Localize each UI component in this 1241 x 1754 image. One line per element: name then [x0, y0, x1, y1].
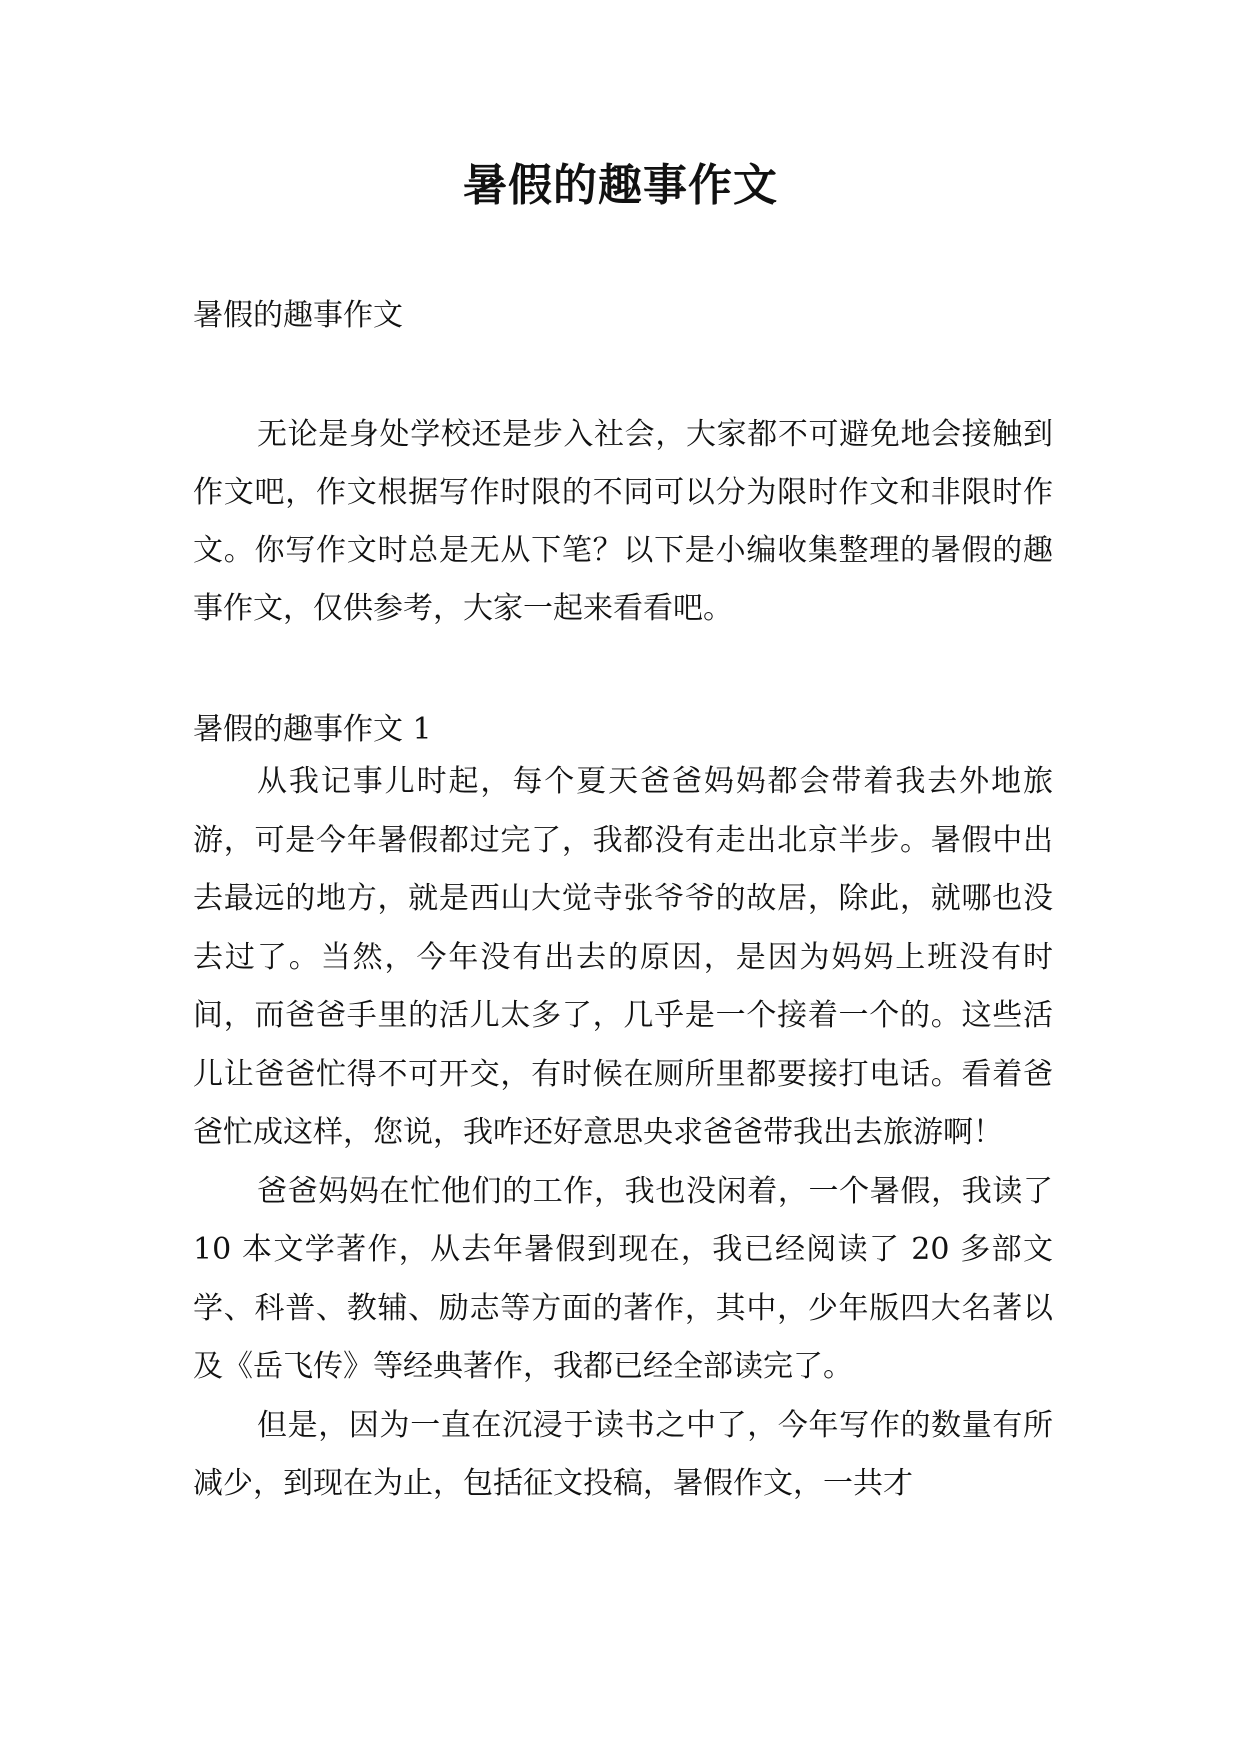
- body-paragraph: 爸爸妈妈在忙他们的工作，我也没闲着，一个暑假，我读了 10 本文学著作，从去年暑假到现在，我已经阅读了 20 多部文学、科普、教辅、励志等方面的著作，其中，少年版四大名著以及《岳飞传》等经典著作，我都已经全部读完了。: [193, 1173, 1053, 1384]
- section-heading: 暑假的趣事作文 1: [193, 712, 432, 747]
- body-paragraph: 从我记事儿时起，每个夏天爸爸妈妈都会带着我去外地旅游，可是今年暑假都过完了，我都没有走出北京半步。暑假中出去最远的地方，就是西山大觉寺张爷爷的故居，除此，就哪也没去过了。当然，今年没有出去的原因，是因为妈妈上班没有时间，而爸爸手里的活儿太多了，几乎是一个接着一个的。这些活儿让爸爸忙得不可开交，有时候在厕所里都要接打电话。看着爸爸忙成这样，您说，我咋还好意思央求爸爸带我出去旅游啊！: [193, 764, 1053, 1150]
- document-subtitle: 暑假的趣事作文: [193, 298, 403, 333]
- document-title: 暑假的趣事作文: [463, 160, 778, 211]
- section-body: [193, 753, 1053, 1514]
- body-paragraph: 但是，因为一直在沉浸于读书之中了，今年写作的数量有所减少，到现在为止，包括征文投稿，暑假作文，一共才: [193, 1407, 1053, 1501]
- intro-paragraph: 无论是身处学校还是步入社会，大家都不可避免地会接触到作文吧，作文根据写作时限的不同可以分为限时作文和非限时作文。你写作文时总是无从下笔？以下是小编收集整理的暑假的趣事作文，仅供参考，大家一起来看看吧。: [193, 417, 1053, 626]
